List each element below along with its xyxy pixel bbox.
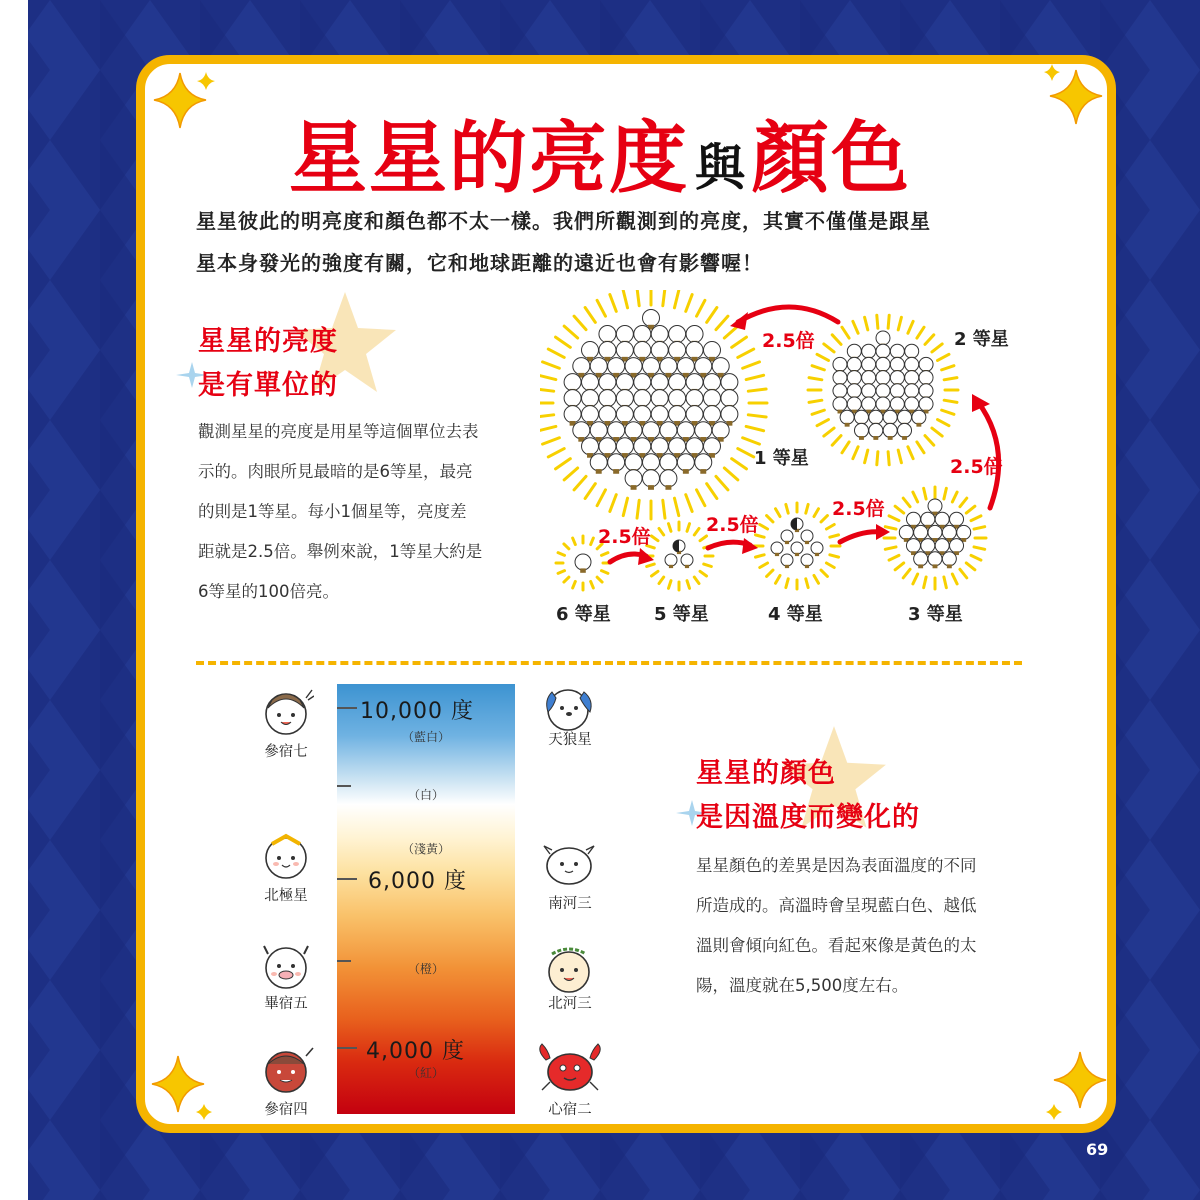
pollux-character-icon xyxy=(540,940,598,996)
bulb-icon xyxy=(634,342,651,359)
bulb-icon xyxy=(862,397,876,411)
bulb-icon xyxy=(721,406,738,423)
character-label: 參宿四 xyxy=(264,1102,308,1118)
polaris-character-icon xyxy=(256,828,316,884)
bulb-icon xyxy=(899,525,913,539)
bulb-icon xyxy=(643,454,660,471)
ratio-label: 2.5倍 xyxy=(598,526,651,548)
bulb-icon xyxy=(669,390,686,407)
bulb-icon xyxy=(869,410,883,424)
bulb-icon xyxy=(608,422,625,439)
bulb-icon xyxy=(651,406,668,423)
tick-10000 xyxy=(337,707,357,709)
bulb-icon xyxy=(651,374,668,391)
intro-line: 星星彼此的明亮度和顏色都不太一樣。我們所觀測到的亮度，其實不僅僅是跟星 xyxy=(196,209,931,233)
procyon-character-icon xyxy=(538,838,600,890)
bulb-icon xyxy=(582,390,599,407)
arrow-4-to-3 xyxy=(840,532,882,542)
bulb-icon xyxy=(862,371,876,385)
bulb-icon xyxy=(906,512,920,526)
bulb-icon xyxy=(801,554,813,566)
bulb-icon xyxy=(686,326,703,343)
bulb-icon xyxy=(703,374,720,391)
aldebaran-character-icon xyxy=(258,938,314,994)
bulb-icon xyxy=(564,374,581,391)
bulb-icon xyxy=(634,406,651,423)
bulb-icon xyxy=(669,374,686,391)
bulb-icon xyxy=(669,406,686,423)
bulb-icon xyxy=(876,371,890,385)
arrow-head xyxy=(730,312,748,330)
bulb-icon xyxy=(608,454,625,471)
bulb-icon xyxy=(914,525,928,539)
bulb-icon xyxy=(582,342,599,359)
bulb-icon xyxy=(905,384,919,398)
bulb-icon xyxy=(582,374,599,391)
bulb-base xyxy=(596,469,602,474)
magnitude-4-label: 4 等星 xyxy=(768,604,823,625)
bulb-icon xyxy=(625,470,642,487)
bulb-icon xyxy=(781,554,793,566)
bulb-icon xyxy=(840,410,854,424)
heading-line: 星星的顏色 xyxy=(696,758,836,789)
bulb-base xyxy=(785,565,789,568)
bulb-base xyxy=(902,436,907,440)
bulb-icon xyxy=(912,410,926,424)
bulb-icon xyxy=(681,554,693,566)
bulb-icon xyxy=(651,390,668,407)
bulb-icon xyxy=(669,342,686,359)
bulb-base xyxy=(648,485,654,490)
antares-crab-character-icon xyxy=(530,1040,610,1096)
bulb-base xyxy=(933,564,938,568)
brightness-body xyxy=(198,412,538,612)
heading-line: 是因溫度而變化的 xyxy=(696,802,920,833)
tick-minor xyxy=(337,785,351,787)
bulb-icon xyxy=(921,512,935,526)
bulb-icon xyxy=(695,422,712,439)
bulb-icon xyxy=(898,410,912,424)
character-label: 南河三 xyxy=(548,896,592,912)
bulb-icon xyxy=(862,357,876,371)
mag4-bulb-cluster xyxy=(771,518,823,568)
ratio-label: 2.5倍 xyxy=(762,330,815,352)
bulb-icon xyxy=(890,344,904,358)
bulb-base xyxy=(873,436,878,440)
bulb-icon xyxy=(833,397,847,411)
sirius-character-icon xyxy=(538,678,600,734)
heading-line: 星星的亮度 xyxy=(198,326,338,357)
bulb-base xyxy=(685,565,689,568)
bulb-icon xyxy=(890,384,904,398)
bulb-icon xyxy=(942,552,956,566)
body-line: 觀測星星的亮度是用星等這個單位去表 xyxy=(198,422,479,441)
mag1-bulb-cluster xyxy=(564,310,738,490)
bulb-base xyxy=(888,436,893,440)
bulb-icon xyxy=(608,358,625,375)
bulb-icon xyxy=(625,422,642,439)
magnitude-5-label: 5 等星 xyxy=(654,604,709,625)
bulb-base xyxy=(580,568,586,572)
bulb-icon xyxy=(890,397,904,411)
bulb-icon xyxy=(634,326,651,343)
bulb-icon xyxy=(854,423,868,437)
temp-white-label: （白） xyxy=(408,788,445,802)
bulb-base xyxy=(947,564,952,568)
bulb-base xyxy=(785,541,789,544)
bulb-icon xyxy=(651,326,668,343)
bulb-icon xyxy=(914,552,928,566)
bulb-icon xyxy=(677,422,694,439)
bulb-icon xyxy=(616,438,633,455)
bulb-icon xyxy=(660,358,677,375)
bulb-icon xyxy=(599,406,616,423)
bulb-icon xyxy=(599,438,616,455)
bulb-base xyxy=(775,553,779,556)
bulb-icon xyxy=(883,423,897,437)
bulb-icon xyxy=(573,422,590,439)
bulb-icon xyxy=(643,422,660,439)
bulb-icon xyxy=(634,438,651,455)
bulb-icon xyxy=(686,374,703,391)
bulb-icon xyxy=(677,358,694,375)
bulb-icon xyxy=(590,358,607,375)
bulb-icon xyxy=(582,406,599,423)
bulb-icon xyxy=(582,438,599,455)
body-line: 溫則會傾向紅色。看起來像是黃色的太 xyxy=(696,936,977,955)
bulb-base xyxy=(669,565,673,568)
bulb-icon xyxy=(876,344,890,358)
brightness-heading xyxy=(198,320,338,408)
intro-line: 星本身發光的強度有關，它和地球距離的遠近也會有影響喔！ xyxy=(196,251,763,275)
intro-paragraph xyxy=(196,200,1036,284)
tick-4000 xyxy=(337,1047,357,1049)
magnitude-2-label: 2 等星 xyxy=(954,329,1009,350)
mag5-bulb-cluster xyxy=(665,540,693,568)
bulb-base xyxy=(613,469,619,474)
bulb-icon xyxy=(634,390,651,407)
bulb-icon xyxy=(721,374,738,391)
bulb-icon xyxy=(686,390,703,407)
bulb-icon xyxy=(847,384,861,398)
bulb-icon xyxy=(847,371,861,385)
mag6-bulb-cluster xyxy=(575,554,591,573)
bulb-icon xyxy=(599,374,616,391)
mag2-bulb-cluster xyxy=(833,331,933,440)
bulb-icon xyxy=(703,406,720,423)
bulb-icon xyxy=(695,454,712,471)
bulb-base xyxy=(859,436,864,440)
ratio-label: 2.5倍 xyxy=(832,498,885,520)
heading-line: 是有單位的 xyxy=(198,370,338,401)
temp-6000-label: 6,000 度 xyxy=(368,869,467,894)
section-divider xyxy=(196,661,1022,665)
bulb-icon xyxy=(590,454,607,471)
color-heading xyxy=(696,752,920,840)
bulb-icon xyxy=(712,422,729,439)
bulb-icon xyxy=(616,374,633,391)
bulb-icon xyxy=(643,470,660,487)
temp-red-label: （紅） xyxy=(408,1066,445,1080)
bulb-icon xyxy=(703,390,720,407)
bulb-icon xyxy=(669,438,686,455)
bulb-icon xyxy=(564,390,581,407)
character-label: 心宿二 xyxy=(548,1102,592,1118)
bulb-icon xyxy=(573,358,590,375)
mag3-bulb-cluster xyxy=(899,499,970,568)
bulb-base xyxy=(918,564,923,568)
bulb-icon xyxy=(811,542,823,554)
sparkle-icon xyxy=(148,1046,218,1126)
bulb-icon xyxy=(791,542,803,554)
bulb-icon xyxy=(643,310,660,327)
title-part1: 星星的亮度 xyxy=(288,114,689,204)
magnitude-3-label: 3 等星 xyxy=(908,604,963,625)
bulb-icon xyxy=(950,539,964,553)
character-label: 畢宿五 xyxy=(264,996,308,1012)
bulb-icon xyxy=(928,499,942,513)
bulb-icon xyxy=(919,397,933,411)
ratio-label: 2.5倍 xyxy=(706,514,759,536)
rigel-character-icon xyxy=(258,684,314,740)
bulb-icon xyxy=(833,384,847,398)
title-part2: 顏色 xyxy=(751,114,912,204)
bulb-icon xyxy=(801,530,813,542)
bulb-base xyxy=(916,423,921,427)
magnitude-1-label: 1 等星 xyxy=(754,448,809,469)
ratio-label: 2.5倍 xyxy=(950,456,1003,478)
body-line: 星星顏色的差異是因為表面溫度的不同 xyxy=(696,856,977,875)
bulb-icon xyxy=(599,390,616,407)
sparkle-icon xyxy=(1040,1048,1110,1128)
bulb-icon xyxy=(919,371,933,385)
bulb-icon xyxy=(869,423,883,437)
temp-10000-label: 10,000 度 xyxy=(360,699,474,724)
bulb-icon xyxy=(695,358,712,375)
betelgeuse-character-icon xyxy=(256,1042,316,1098)
bulb-icon xyxy=(905,344,919,358)
bulb-icon xyxy=(643,358,660,375)
tick-6000 xyxy=(337,878,357,880)
bulb-icon xyxy=(660,422,677,439)
bulb-icon xyxy=(590,422,607,439)
bulb-icon xyxy=(721,390,738,407)
bulb-icon xyxy=(876,357,890,371)
bulb-icon xyxy=(703,342,720,359)
bulb-icon xyxy=(906,539,920,553)
bulb-icon xyxy=(660,454,677,471)
bulb-icon xyxy=(957,525,971,539)
bulb-base xyxy=(665,485,671,490)
character-label: 參宿七 xyxy=(264,744,308,760)
bulb-icon xyxy=(928,525,942,539)
bulb-icon xyxy=(928,552,942,566)
bulb-icon xyxy=(890,371,904,385)
bulb-icon xyxy=(575,554,591,570)
bulb-icon xyxy=(599,342,616,359)
character-label: 北河三 xyxy=(548,996,592,1012)
bulb-icon xyxy=(833,371,847,385)
bulb-base xyxy=(631,485,637,490)
bulb-icon xyxy=(686,406,703,423)
bulb-base xyxy=(700,469,706,474)
character-label: 北極星 xyxy=(264,888,308,904)
bulb-icon xyxy=(919,384,933,398)
bulb-icon xyxy=(883,410,897,424)
bulb-icon xyxy=(651,438,668,455)
bulb-icon xyxy=(935,512,949,526)
bulb-icon xyxy=(564,406,581,423)
bulb-icon xyxy=(712,358,729,375)
bulb-base xyxy=(805,565,809,568)
bulb-icon xyxy=(771,542,783,554)
bulb-icon xyxy=(847,344,861,358)
bulb-icon xyxy=(833,357,847,371)
tick-minor xyxy=(337,960,351,962)
body-line: 6等星的100倍亮。 xyxy=(198,582,339,601)
bulb-icon xyxy=(876,397,890,411)
color-body xyxy=(696,846,1036,1006)
bulb-icon xyxy=(905,371,919,385)
bulb-icon xyxy=(665,554,677,566)
bulb-base xyxy=(815,553,819,556)
bulb-icon xyxy=(686,438,703,455)
bulb-icon xyxy=(616,342,633,359)
body-line: 陽，溫度就在5,500度左右。 xyxy=(696,976,909,995)
bulb-icon xyxy=(905,397,919,411)
title-connector: 與 xyxy=(695,139,745,197)
bulb-icon xyxy=(703,438,720,455)
bulb-icon xyxy=(634,374,651,391)
bulb-icon xyxy=(625,454,642,471)
bulb-icon xyxy=(847,357,861,371)
bulb-base xyxy=(683,469,689,474)
bulb-icon xyxy=(625,358,642,375)
magnitude-6-label: 6 等星 xyxy=(556,604,611,625)
bulb-icon xyxy=(950,512,964,526)
temp-4000-label: 4,000 度 xyxy=(366,1039,465,1064)
bulb-icon xyxy=(616,406,633,423)
temp-orange-label: （橙） xyxy=(408,962,445,976)
bulb-icon xyxy=(660,470,677,487)
page-number: 69 xyxy=(1086,1140,1109,1159)
bulb-base xyxy=(805,541,809,544)
bulb-icon xyxy=(669,326,686,343)
body-line: 距就是2.5倍。舉例來說，1等星大約是 xyxy=(198,542,483,561)
body-line: 示的。肉眼所見最暗的是6等星，最亮 xyxy=(198,462,473,481)
bulb-icon xyxy=(935,539,949,553)
bulb-icon xyxy=(890,357,904,371)
bulb-icon xyxy=(854,410,868,424)
body-line: 所造成的。高溫時會呈現藍白色、越低 xyxy=(696,896,977,915)
bulb-icon xyxy=(677,454,694,471)
bulb-icon xyxy=(905,357,919,371)
temp-light-yellow-label: （淺黃） xyxy=(402,842,451,856)
bulb-icon xyxy=(876,384,890,398)
bulb-icon xyxy=(616,390,633,407)
arrow-2-to-1 xyxy=(738,307,838,322)
body-line: 的則是1等星。每小1個星等，亮度差 xyxy=(198,502,467,521)
bulb-icon xyxy=(876,331,890,345)
bulb-base xyxy=(845,423,850,427)
character-label: 天狼星 xyxy=(548,732,592,748)
bulb-icon xyxy=(847,397,861,411)
bulb-icon xyxy=(599,326,616,343)
bulb-icon xyxy=(898,423,912,437)
page-title xyxy=(0,96,1200,208)
bulb-icon xyxy=(862,384,876,398)
bulb-icon xyxy=(651,342,668,359)
bulb-icon xyxy=(862,344,876,358)
mag5-glow xyxy=(645,522,713,590)
bulb-base xyxy=(795,553,799,556)
bulb-icon xyxy=(686,342,703,359)
temp-blue-white-label: （藍白） xyxy=(402,730,451,744)
bulb-icon xyxy=(921,539,935,553)
bulb-icon xyxy=(942,525,956,539)
bulb-icon xyxy=(781,530,793,542)
bulb-icon xyxy=(616,326,633,343)
bulb-icon xyxy=(919,357,933,371)
